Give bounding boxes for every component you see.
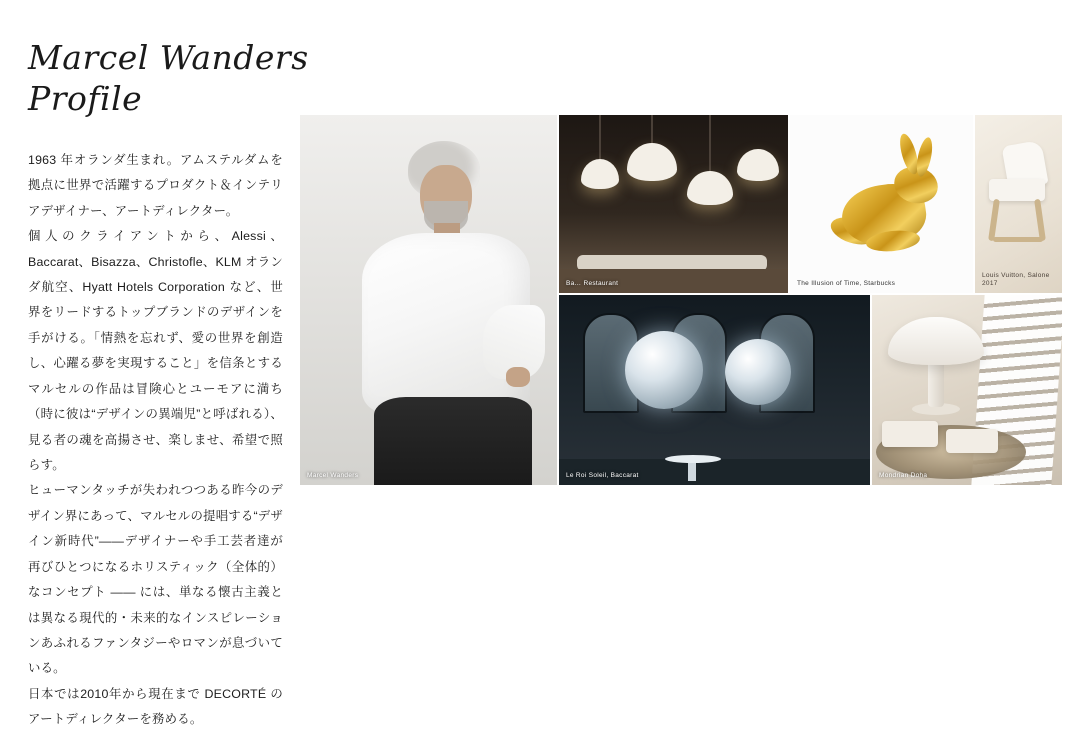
mondrian-sofa-right [946, 429, 998, 453]
collage-image-portrait [300, 115, 557, 485]
portrait-artwork [300, 115, 557, 485]
collage-image-lamps [559, 115, 788, 293]
chandelier-left [625, 331, 703, 409]
lamp-stem-1 [599, 115, 601, 159]
collage-image-chair [975, 115, 1062, 293]
page-title-line-1: Marcel Wanders [28, 38, 309, 77]
chair-seat [989, 179, 1045, 201]
biography-text [28, 148, 283, 733]
chair-rail [993, 237, 1043, 242]
collage-caption-chair: Louis Vuitton, Salone 2017 [982, 272, 1050, 288]
mondrian-sofa-left [882, 421, 938, 447]
collage-image-mondrian-doha [872, 295, 1062, 485]
page-title-line-2: Profile [28, 78, 143, 118]
collage-caption-portrait: Marcel Wanders [307, 472, 359, 480]
collage-caption-gold-rabbit: The Illusion of Time, Starbucks [797, 280, 896, 288]
portrait-hand [506, 367, 530, 387]
bio-paragraph-4: 日本では2010年から現在まで DECORTÉ のアートディレクターを務める。 [28, 686, 283, 727]
collage-image-gold-rabbit [790, 115, 973, 293]
collage-image-chandeliers [559, 295, 870, 485]
chandelier-right [725, 339, 791, 405]
bio-paragraph-2: 個人のクライアントから、Alessi、Baccarat、Bisazza、Christofle、KLM オランダ航空、Hyatt Hotels Corporation など、世界をリードするトップブランドのデザインを手がける。「情熱を忘れず、愛の世界を創造し、心躍る夢を実現すること」を信条とするマルセルの作品は冒険心とユーモアに満ち（時に彼は“デザインの異端児”と呼ばれる）、見る者の魂を高揚させ、楽しませ、希望で照らす。 [28, 229, 283, 472]
page-title [28, 38, 309, 118]
image-collage [300, 115, 1062, 485]
profile-text-column [28, 38, 309, 733]
collage-caption-lamps: Ba… Restaurant [566, 280, 619, 288]
side-table-top [665, 455, 721, 463]
lamp-stem-3 [709, 115, 711, 171]
collage-caption-chandeliers: Le Roi Soleil, Baccarat [566, 472, 639, 480]
chair-background [975, 115, 1062, 293]
lamp-stem-2 [651, 115, 653, 143]
bio-paragraph-3: ヒューマンタッチが失われつつある昨今のデザイン界にあって、マルセルの提唱する“デザイン新時代”——デザイナーや手工芸者達が再びひとつになるホリスティック（全体的）なコンセプト —— には、単なる懐古主義とは異なる現代的・未来的なインスピレーションあふれるファンタジーやロマンが息づいている。 [28, 483, 283, 676]
collage-caption-mondrian-doha: Mondrian Doha [879, 472, 928, 480]
mondrian-lamp-stem [928, 361, 944, 407]
bio-paragraph-1: 1963 年オランダ生まれ。アムステルダムを拠点に世界で活躍するプロダクト＆インテリアデザイナー、アートディレクター。 [28, 152, 283, 218]
